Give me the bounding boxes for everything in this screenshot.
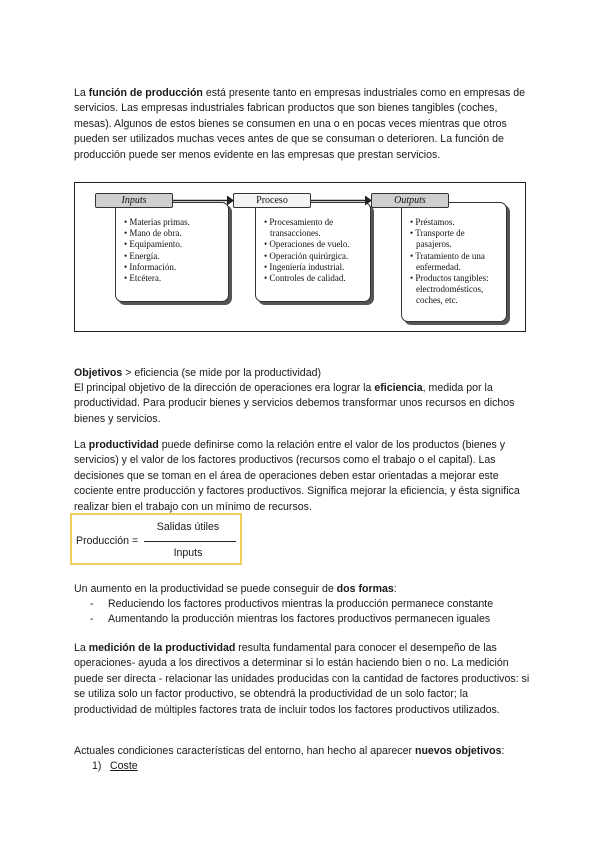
intro-lead: La <box>74 87 89 99</box>
inputs-item: • Etcétera. <box>122 273 224 284</box>
list-item: Reduciendo los factores productivos mientras la producción permanece constante <box>108 598 494 610</box>
actuales-tail: : <box>501 745 505 757</box>
formas-tail: : <box>393 583 397 595</box>
inputs-item: • Energía. <box>122 251 224 262</box>
outputs-item: • Transporte de pasajeros. <box>408 228 502 250</box>
outputs-header: Outputs <box>371 193 449 208</box>
productividad-paragraph <box>74 438 532 515</box>
inputs-item: • Materias primas. <box>122 217 224 228</box>
list-marker: - <box>90 598 94 610</box>
formas-lead: Un aumento en la productividad se puede conseguir de <box>74 583 337 595</box>
fraction-bar <box>144 541 236 542</box>
formula-numerator: Salidas útiles <box>156 521 220 533</box>
medicion-term: medición de la productividad <box>88 642 236 654</box>
medicion-lead: La <box>74 642 89 654</box>
formula-denominator: Inputs <box>173 547 203 559</box>
objetivos-body-rest: , medida por la productividad. Para producir bienes y servicios debemos transformar unos recursos en dichos bienes y servicios. <box>74 382 515 425</box>
intro-paragraph <box>74 86 532 163</box>
nuevos-objetivos-term: nuevos objetivos <box>414 745 502 757</box>
objetivos-heading <box>74 366 532 381</box>
inputs-header: Inputs <box>95 193 173 208</box>
process-item: • Operación quirúrgica. <box>262 251 366 262</box>
formas-paragraph <box>74 582 532 597</box>
inputs-box <box>115 202 229 302</box>
process-header: Proceso <box>233 193 311 208</box>
productividad-lead: La <box>74 439 89 451</box>
process-item: • Procesamiento de transacciones. <box>262 217 366 239</box>
list-marker: - <box>90 613 94 625</box>
intro-term: función de producción <box>88 87 203 99</box>
process-item: • Operaciones de vuelo. <box>262 239 366 250</box>
arrow-right-icon <box>311 193 373 208</box>
process-item: • Ingeniería industrial. <box>262 262 366 273</box>
intro-rest: está presente tanto en empresas industriales como en empresas de servicios. Las empresas industriales fabrican productos que son bienes tangibles (coches, mesas). Algunos de estos bienes se consumen en una o en pocas veces mientras que otros pueden ser utilizados muchas veces antes de que se consuman o deterioren. La función de producción puede ser menos evidente en las empresas que prestan servicios. <box>74 87 526 161</box>
objetivos-heading-rest: > eficiencia (se mide por la productividad) <box>122 367 322 379</box>
objetivos-paragraph <box>74 381 532 427</box>
list-item: Aumentando la producción mientras los factores productivos permanecen iguales <box>108 613 491 625</box>
objetivos-body-lead: El principal objetivo de la dirección de operaciones era lograr la <box>74 382 375 394</box>
objetivos-term: Objetivos <box>74 367 123 379</box>
productividad-term: productividad <box>88 439 159 451</box>
medicion-paragraph <box>74 641 532 718</box>
process-item: • Controles de calidad. <box>262 273 366 284</box>
inputs-item: • Equipamiento. <box>122 239 224 250</box>
productividad-rest: puede definirse como la relación entre el valor de los productos (bienes y servicios) y el valor de los factores productivos (recursos como el trabajo o el capital). Las decisiones que se toman en el área de operaciones deben estar orientadas a mejorar este cociente entre producción y factores productivos. Significa mejorar la eficiencia, y ésta significa realizar bien el trabajo con un mínimo de recursos. <box>74 439 520 513</box>
outputs-item: • Tratamiento de una enfermedad. <box>408 251 502 273</box>
outputs-item: • Productos tangibles: electrodomésticos, coches, etc. <box>408 273 502 307</box>
numbered-marker: 1) <box>92 760 102 772</box>
eficiencia-term: eficiencia <box>374 382 423 394</box>
outputs-item: • Préstamos. <box>408 217 502 228</box>
medicion-rest: resulta fundamental para conocer el desempeño de las operaciones- ayuda a los directivos a determinar si lo están haciendo bien o no. La medición puede ser directa - relacionar las unidades producidas con la cantidad de factores productivos: si se utiliza solo un factor productivo, se obtendrá la productividad de un solo factor; la productividad de múltiples factores trata de incluir todos los factores productivos utilizados. <box>74 642 530 716</box>
production-process-diagram <box>74 182 526 332</box>
numbered-item <box>110 759 138 774</box>
actuales-paragraph <box>74 744 532 759</box>
inputs-item: • Mano de obra. <box>122 228 224 239</box>
formula-lhs: Producción = <box>76 535 139 547</box>
coste-label: Coste <box>110 760 138 772</box>
production-formula <box>70 513 242 565</box>
dos-formas-term: dos formas <box>336 583 394 595</box>
outputs-box <box>401 202 507 322</box>
actuales-lead: Actuales condiciones características del entorno, han hecho al aparecer <box>74 745 415 757</box>
arrow-right-icon <box>173 193 235 208</box>
inputs-item: • Información. <box>122 262 224 273</box>
process-box <box>255 202 371 302</box>
